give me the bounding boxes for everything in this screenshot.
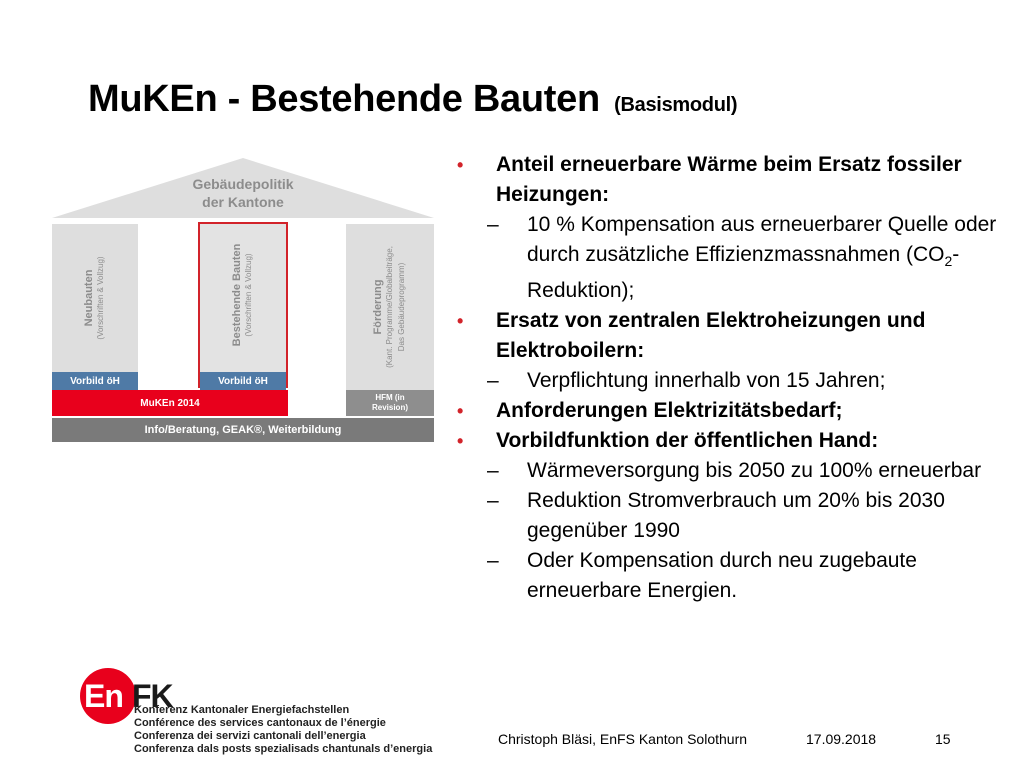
pillar-neubauten-title: Neubauten — [83, 269, 95, 327]
dash-marker: – — [487, 213, 499, 236]
dash-marker: – — [487, 369, 499, 393]
hfm-bar — [346, 390, 434, 416]
bullet-text: Vorbildfunktion der öffentlichen Hand: — [496, 429, 879, 453]
slide-title — [88, 78, 737, 121]
bullet-text: Wärmeversorgung bis 2050 zu 100% erneuerbar — [527, 459, 982, 483]
pillar-foerderung-title: Förderung — [372, 279, 384, 335]
pillar-foerderung-subtitle2: Das Gebäudeprogramm) — [397, 262, 406, 352]
list-item — [455, 150, 1015, 210]
logo-en: En — [84, 678, 123, 714]
list-item — [455, 210, 1015, 306]
list-item — [455, 366, 1015, 396]
bullet-text: Verpflichtung innerhalb von 15 Jahren; — [527, 369, 886, 393]
title-sub: (Basismodul) — [614, 94, 738, 116]
muken-bar: MuKEn 2014 — [52, 390, 288, 416]
dash-marker: – — [487, 459, 499, 483]
roof-label — [52, 175, 434, 211]
footer-page-number: 15 — [935, 731, 951, 747]
pillar-bestehende-title: Bestehende Bauten — [231, 243, 243, 347]
logo-fk: FK — [132, 678, 173, 714]
bullet-dot: • — [457, 311, 464, 332]
logo-line-rm: Conferenza dals posts spezialisads chantunals d’energia — [134, 743, 433, 755]
list-item — [455, 426, 1015, 456]
dash-marker: – — [487, 489, 499, 513]
pillar-foerderung-subtitle1: (Kant. Programme/Globalbeiträge, — [385, 246, 394, 368]
enfk-logo — [80, 668, 440, 764]
logo-line-it: Conferenza dei servizi cantonali dell’energia — [134, 730, 366, 742]
roof-label-line2: der Kantone — [202, 194, 284, 210]
pillar-bestehende-bauten — [198, 222, 288, 388]
bullet-text: Oder Kompensation durch neu zugebaute erneuerbare Energien. — [527, 549, 917, 603]
list-item — [455, 486, 1015, 546]
pillar-foerderung — [346, 224, 434, 390]
list-item — [455, 546, 1015, 606]
hfm-line2: Revision) — [371, 403, 408, 412]
policy-house-diagram — [52, 158, 434, 442]
bullet-dot: • — [457, 401, 464, 422]
bullet-text: 10 % Kompensation aus erneuerbarer Quelle oder durch zusätzliche Effizienzmassnahmen $(CO_2-Reduktion)$; — [527, 213, 997, 303]
bullet-text: Anforderungen Elektrizitätsbedarf; — [496, 399, 843, 423]
list-item — [455, 396, 1015, 426]
pillar-bestehende-label — [231, 244, 255, 347]
title-main: MuKEn - Bestehende Bauten — [88, 78, 600, 120]
footer-author: Christoph Bläsi, EnFS Kanton Solothurn — [498, 731, 748, 747]
bullet-text: Anteil erneuerbare Wärme beim Ersatz fossiler Heizungen: — [496, 153, 962, 206]
pillar-foerderung-label — [372, 246, 408, 368]
logo-line-de: Konferenz Kantonaler Energiefachstellen — [134, 704, 350, 716]
footer-date: 17.09.2018 — [806, 731, 877, 747]
bullet-text: Ersatz von zentralen Elektroheizungen und Elektroboilern: — [496, 309, 926, 363]
pillar-neubauten-label — [83, 256, 107, 339]
hfm-line1: HFM (in — [375, 393, 405, 402]
logo-org-names — [134, 704, 432, 756]
pillar-neubauten — [52, 224, 138, 372]
pillar-bestehende-subtitle: (Vorschriften & Vollzug) — [244, 253, 253, 337]
bullet-text: Reduktion Stromverbrauch um 20% bis 2030 gegenüber 1990 — [527, 489, 945, 543]
vorbild-middle-bar: Vorbild öH — [200, 372, 286, 390]
logo-line-fr: Conférence des services cantonaux de l’énergie — [134, 717, 386, 729]
vorbild-left-bar: Vorbild öH — [52, 372, 138, 390]
info-bar: Info/Beratung, GEAK®, Weiterbildung — [52, 418, 434, 442]
roof-label-line1: Gebäudepolitik — [192, 176, 294, 192]
list-item — [455, 306, 1015, 366]
bullet-dot: • — [457, 431, 464, 452]
pillar-neubauten-subtitle: (Vorschriften & Vollzug) — [96, 256, 105, 340]
bullet-dot: • — [457, 155, 464, 175]
bullet-list — [455, 150, 1015, 606]
list-item — [455, 456, 1015, 486]
dash-marker: – — [487, 549, 499, 573]
